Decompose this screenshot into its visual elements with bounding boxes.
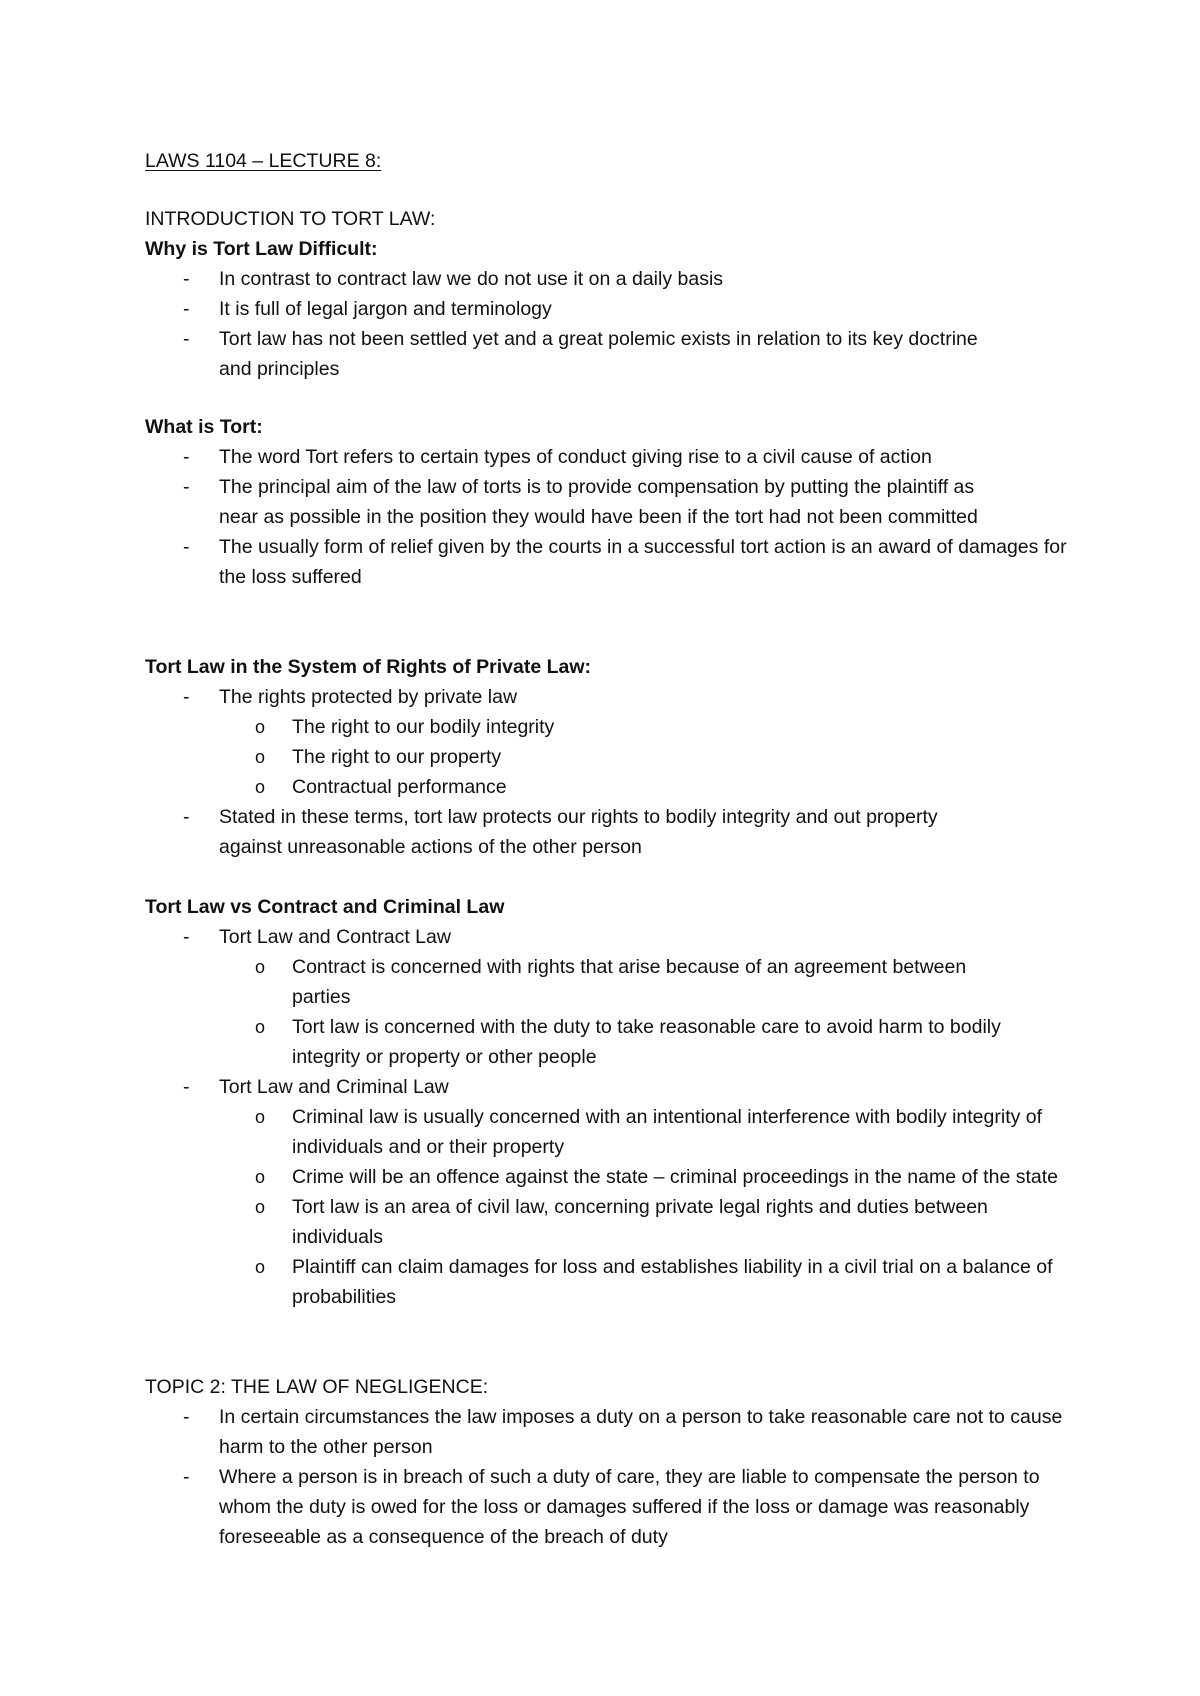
section-heading: Tort Law vs Contract and Criminal Law bbox=[145, 896, 505, 918]
list-item bbox=[145, 1072, 1085, 1312]
dash-marker: - bbox=[183, 446, 190, 468]
circle-marker: o bbox=[255, 1197, 266, 1217]
circle-marker: o bbox=[255, 1107, 266, 1127]
sub-list bbox=[219, 1102, 1085, 1312]
list-item-text: The principal aim of the law of torts is to provide compensation by putting the plaintiff as near as possible in the position they would have been if the tort had not been committed bbox=[219, 476, 978, 528]
circle-marker: o bbox=[255, 1167, 266, 1187]
list-item bbox=[145, 294, 1085, 324]
sub-list-item bbox=[145, 1162, 1085, 1192]
section-heading: Tort Law in the System of Rights of Private Law: bbox=[145, 656, 592, 678]
circle-marker: o bbox=[255, 1257, 266, 1277]
circle-marker: o bbox=[255, 747, 266, 767]
list-item-text: Where a person is in breach of such a duty of care, they are liable to compensate the person to whom the duty is owed for the loss or damages suffered if the loss or damage was reasonably foreseeable as a consequence of the breach of duty bbox=[219, 1466, 1040, 1548]
sub-item-text: Tort law is an area of civil law, concerning private legal rights and duties between individuals bbox=[292, 1196, 988, 1248]
sub-item-text: The right to our property bbox=[292, 746, 502, 768]
list-item bbox=[145, 682, 1085, 802]
sub-list bbox=[219, 712, 1085, 802]
section-tort-vs-contract-criminal bbox=[145, 892, 1085, 1312]
dash-marker: - bbox=[183, 536, 190, 558]
sub-item-text: Contract is concerned with rights that arise because of an agreement between parties bbox=[292, 956, 967, 1008]
bullet-list bbox=[145, 1402, 1085, 1552]
sub-item-text: Criminal law is usually concerned with an intentional interference with bodily integrity of individuals and or their property bbox=[292, 1106, 1043, 1158]
section-why-difficult bbox=[145, 234, 1085, 384]
list-item bbox=[145, 324, 1085, 384]
sub-item-text: Tort law is concerned with the duty to take reasonable care to avoid harm to bodily integrity or property or other people bbox=[292, 1016, 1001, 1068]
dash-marker: - bbox=[183, 1406, 190, 1428]
sub-item-text: Contractual performance bbox=[292, 776, 507, 798]
circle-marker: o bbox=[255, 777, 266, 797]
sub-list-item bbox=[145, 952, 1085, 1012]
list-item bbox=[145, 532, 1085, 592]
list-item-text: In certain circumstances the law imposes a duty on a person to take reasonable care not to cause harm to the other person bbox=[219, 1406, 1063, 1458]
dash-marker: - bbox=[183, 476, 190, 498]
sub-list-item bbox=[145, 772, 1085, 802]
document-title: LAWS 1104 – LECTURE 8: bbox=[145, 150, 382, 172]
circle-marker: o bbox=[255, 717, 266, 737]
list-item-text: Stated in these terms, tort law protects our rights to bodily integrity and out property against unreasonable actions of the other person bbox=[219, 806, 938, 858]
dash-marker: - bbox=[183, 328, 190, 350]
sub-list bbox=[219, 952, 1085, 1072]
sub-list-item bbox=[145, 712, 1085, 742]
dash-marker: - bbox=[183, 1076, 190, 1098]
list-item-text: In contrast to contract law we do not use it on a daily basis bbox=[219, 268, 724, 290]
list-item-text: The rights protected by private law bbox=[219, 686, 518, 708]
bullet-list bbox=[145, 442, 1085, 592]
section-law-of-negligence bbox=[145, 1372, 1085, 1552]
list-item bbox=[145, 1402, 1085, 1462]
sub-item-text: Plaintiff can claim damages for loss and establishes liability in a civil trial on a balance of probabilities bbox=[292, 1256, 1053, 1308]
bullet-list bbox=[145, 922, 1085, 1312]
circle-marker: o bbox=[255, 957, 266, 977]
section-heading: Why is Tort Law Difficult: bbox=[145, 238, 378, 260]
dash-marker: - bbox=[183, 1466, 190, 1488]
list-item bbox=[145, 264, 1085, 294]
dash-marker: - bbox=[183, 806, 190, 828]
intro-heading: INTRODUCTION TO TORT LAW: bbox=[145, 208, 436, 230]
sub-list-item bbox=[145, 1012, 1085, 1072]
section-system-of-rights bbox=[145, 652, 1085, 862]
list-item bbox=[145, 1462, 1085, 1552]
dash-marker: - bbox=[183, 686, 190, 708]
section-what-is-tort bbox=[145, 412, 1085, 592]
sub-list-item bbox=[145, 742, 1085, 772]
bullet-list bbox=[145, 682, 1085, 862]
list-item bbox=[145, 802, 1085, 862]
dash-marker: - bbox=[183, 268, 190, 290]
sub-list-item bbox=[145, 1102, 1085, 1162]
list-item bbox=[145, 442, 1085, 472]
list-item bbox=[145, 472, 1085, 532]
list-item-text: Tort Law and Criminal Law bbox=[219, 1076, 449, 1098]
section-heading: TOPIC 2: THE LAW OF NEGLIGENCE: bbox=[145, 1376, 489, 1398]
dash-marker: - bbox=[183, 926, 190, 948]
section-heading: What is Tort: bbox=[145, 416, 263, 438]
list-item-text: The usually form of relief given by the courts in a successful tort action is an award of damages for the loss suffered bbox=[219, 536, 1067, 588]
bullet-list bbox=[145, 264, 1085, 384]
sub-list-item bbox=[145, 1192, 1085, 1252]
list-item-text: The word Tort refers to certain types of conduct giving rise to a civil cause of action bbox=[219, 446, 932, 468]
list-item-text: Tort Law and Contract Law bbox=[219, 926, 451, 948]
circle-marker: o bbox=[255, 1017, 266, 1037]
list-item-text: Tort law has not been settled yet and a great polemic exists in relation to its key doctrine and principles bbox=[219, 328, 978, 380]
sub-list-item bbox=[145, 1252, 1085, 1312]
sub-item-text: The right to our bodily integrity bbox=[292, 716, 555, 738]
list-item bbox=[145, 922, 1085, 1072]
list-item-text: It is full of legal jargon and terminology bbox=[219, 298, 552, 320]
dash-marker: - bbox=[183, 298, 190, 320]
sub-item-text: Crime will be an offence against the state – criminal proceedings in the name of the state bbox=[292, 1166, 1058, 1188]
